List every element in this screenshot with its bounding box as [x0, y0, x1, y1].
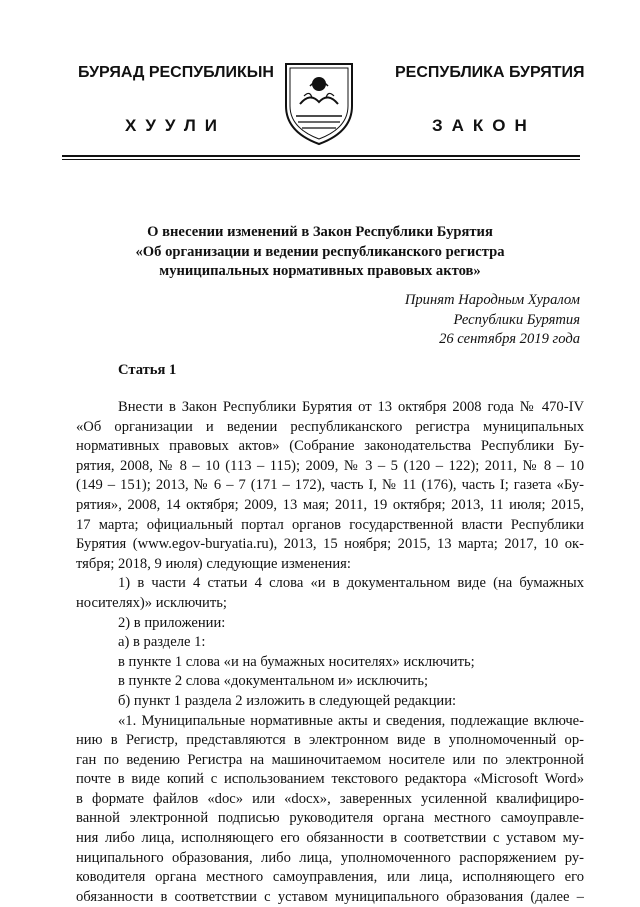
article-body [76, 398, 584, 907]
body-line: «Об организации и ведении республиканского регистра муниципальных [76, 418, 584, 435]
body-line: 1) в части 4 статьи 4 слова «и в документальном виде (на бумажных [118, 575, 584, 592]
body-line: в формате файлов «doc» или «docx», заверенных усиленной квалифициро- [76, 790, 584, 807]
body-line: обязанности в соответствии с уставом муниципального образования (далее – [76, 888, 584, 905]
article-heading: Статья 1 [118, 362, 177, 378]
body-line: рятия», 2008, 14 октября; 2009, 13 мая; 2011, 19 октября; 2013, 11 июля; 2015, [76, 496, 584, 513]
header-right-subtitle: ЗАКОН [432, 116, 536, 135]
body-line: ванной электронной подписью руководителя органа местного самоуправле- [76, 810, 584, 827]
body-line: «1. Муниципальные нормативные акты и сведения, подлежащие включе- [118, 712, 584, 729]
body-line: почте в виде копий с использованием текстового редактора «Microsoft Word» [76, 771, 584, 788]
adoption-note [405, 291, 580, 350]
body-line: ниципального образования, либо лица, уполномоченного распоряжением ру- [76, 849, 584, 866]
header-left-title: БУРЯАД РЕСПУБЛИКЫН [78, 64, 274, 81]
body-line: в пункте 2 слова «документальном и» исключить; [118, 673, 429, 690]
body-line: б) пункт 1 раздела 2 изложить в следующей редакции: [118, 692, 457, 709]
body-line: Внести в Закон Республики Бурятия от 13 октября 2008 года № 470-IV [118, 399, 584, 415]
body-line: носителях)» исключить; [76, 594, 227, 611]
law-title [70, 223, 570, 282]
body-line: а) в разделе 1: [118, 634, 206, 651]
body-line: ководителя органа местного самоуправления, или лица, исполняющего его [76, 869, 584, 886]
body-line: 2) в приложении: [118, 614, 226, 631]
law-title-line: муниципальных нормативных правовых актов» [159, 263, 481, 279]
body-line: 17 марта; официальный портал органов государственной власти Республики [76, 516, 584, 533]
header-rule-thin [62, 159, 580, 160]
body-line: тября; 2018, 9 июля) следующие изменения: [76, 555, 351, 572]
body-line: нормативных правовых актов» (Собрание законодательства Республики Бу- [76, 438, 584, 455]
header-right-title: РЕСПУБЛИКА БУРЯТИЯ [395, 64, 585, 81]
header-left-subtitle: ХУУЛИ [125, 116, 226, 135]
law-title-line: О внесении изменений в Закон Республики Бурятия [147, 224, 493, 240]
coat-of-arms-icon [280, 56, 358, 148]
body-line: нию в Регистр, представляются в электронном виде в уполномоченный ор- [76, 732, 584, 749]
body-line: рятия, 2008, № 8 – 10 (113 – 115); 2009, № 3 – 5 (120 – 122); 2011, № 8 – 10 [76, 457, 584, 474]
adoption-note-line: Принят Народным Хуралом [404, 292, 580, 308]
body-line: ния либо лица, исполняющего его обязанности в соответствии с уставом му- [76, 830, 584, 847]
header-rule [62, 155, 580, 157]
body-line: в пункте 1 слова «и на бумажных носителях» исключить; [118, 653, 475, 670]
body-line: (149 – 151); 2013, № 6 – 7 (171 – 172), часть I, № 11 (176), часть I; газета «Бу- [76, 477, 584, 494]
adoption-note-line: 26 сентября 2019 года [439, 331, 580, 347]
body-line: Бурятия (www.egov-buryatia.ru), 2013, 15 ноября; 2015, 13 марта; 2017, 10 ок- [76, 536, 584, 553]
body-line: ган по ведению Регистра на машиночитаемом носителе или по электронной [76, 751, 584, 768]
law-title-line: «Об организации и ведении республиканского регистра [135, 243, 505, 260]
adoption-note-line: Республики Бурятия [453, 311, 580, 328]
